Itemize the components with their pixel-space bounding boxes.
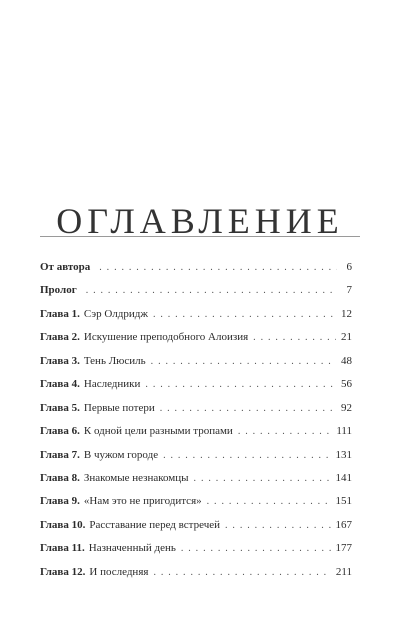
toc-entry[interactable] xyxy=(40,492,352,515)
toc-entry-title: Наследники xyxy=(83,378,141,391)
page-title: ОГЛАВЛЕНИЕ xyxy=(56,201,344,242)
toc-entry-title: И последняя xyxy=(89,565,149,578)
toc-entry-page: 21 xyxy=(341,331,352,344)
toc-entry[interactable] xyxy=(40,375,352,398)
toc-entry-page: 56 xyxy=(341,378,352,391)
toc-entry-label: Глава 5. xyxy=(40,401,80,414)
toc-entry-page: 151 xyxy=(335,495,352,508)
toc-entry-label: Глава 3. xyxy=(40,354,80,367)
toc-entry-page: 111 xyxy=(336,425,352,438)
dot-leader xyxy=(160,400,336,418)
toc-entry-page: 211 xyxy=(335,565,352,578)
toc-entry-label: Глава 9. xyxy=(40,495,80,508)
toc-list xyxy=(40,258,352,586)
toc-entry-title: Первые потери xyxy=(83,401,155,414)
toc-entry-label: Глава 10. xyxy=(40,518,86,531)
dot-leader xyxy=(99,259,337,277)
toc-entry-label: Глава 8. xyxy=(40,471,80,484)
toc-entry-label: Глава 11. xyxy=(40,542,85,555)
toc-entry-page: 167 xyxy=(335,518,352,531)
toc-entry-label: Глава 12. xyxy=(40,565,86,578)
dot-leader xyxy=(86,282,337,300)
toc-entry[interactable] xyxy=(40,422,352,445)
toc-entry[interactable] xyxy=(40,328,352,351)
toc-entry-title: Тень Люсиль xyxy=(83,354,146,367)
toc-entry-page: 177 xyxy=(335,542,352,555)
toc-entry-title: Сэр Олдридж xyxy=(83,307,148,320)
toc-entry[interactable] xyxy=(40,281,352,304)
dot-leader xyxy=(253,329,336,347)
toc-entry-title: Назначенный день xyxy=(88,542,176,555)
toc-entry[interactable] xyxy=(40,563,352,586)
dot-leader xyxy=(153,564,330,582)
toc-entry-page: 7 xyxy=(346,284,352,297)
toc-entry[interactable] xyxy=(40,446,352,469)
toc-entry-title: К одной цели разными тропами xyxy=(83,425,233,438)
toc-entry-label: От автора xyxy=(40,261,91,273)
title-divider xyxy=(40,236,360,237)
toc-entry-label: Пролог xyxy=(40,284,77,297)
toc-entry-page: 6 xyxy=(346,261,352,273)
dot-leader xyxy=(145,376,336,394)
toc-entry[interactable] xyxy=(40,539,352,562)
dot-leader xyxy=(153,306,336,324)
dot-leader xyxy=(163,447,330,465)
toc-entry-page: 92 xyxy=(341,401,352,414)
toc-entry[interactable] xyxy=(40,305,352,328)
dot-leader xyxy=(194,470,331,488)
toc-entry[interactable] xyxy=(40,399,352,422)
toc-entry-title: «Нам это не пригодится» xyxy=(83,495,202,508)
dot-leader xyxy=(207,493,331,511)
toc-entry[interactable] xyxy=(40,469,352,492)
toc-entry-page: 131 xyxy=(335,448,352,461)
toc-entry-label: Глава 6. xyxy=(40,425,80,438)
dot-leader xyxy=(238,423,331,441)
toc-entry-page: 12 xyxy=(341,307,352,320)
toc-entry[interactable] xyxy=(40,258,352,281)
dot-leader xyxy=(225,517,330,535)
toc-entry-title: Искушение преподобного Алоизия xyxy=(83,331,249,344)
toc-entry[interactable] xyxy=(40,352,352,375)
toc-entry-label: Глава 4. xyxy=(40,378,80,391)
dot-leader xyxy=(151,353,336,371)
dot-leader xyxy=(181,540,331,558)
toc-entry-label: Глава 7. xyxy=(40,448,80,461)
toc-entry-page: 48 xyxy=(341,354,352,367)
toc-entry-title: Знакомые незнакомцы xyxy=(83,471,189,484)
toc-entry[interactable] xyxy=(40,516,352,539)
toc-entry-title: В чужом городе xyxy=(83,448,159,461)
toc-entry-label: Глава 2. xyxy=(40,331,80,344)
toc-entry-title: Расставание перед встречей xyxy=(89,518,221,531)
toc-entry-label: Глава 1. xyxy=(40,307,80,320)
toc-entry-page: 141 xyxy=(335,471,352,484)
